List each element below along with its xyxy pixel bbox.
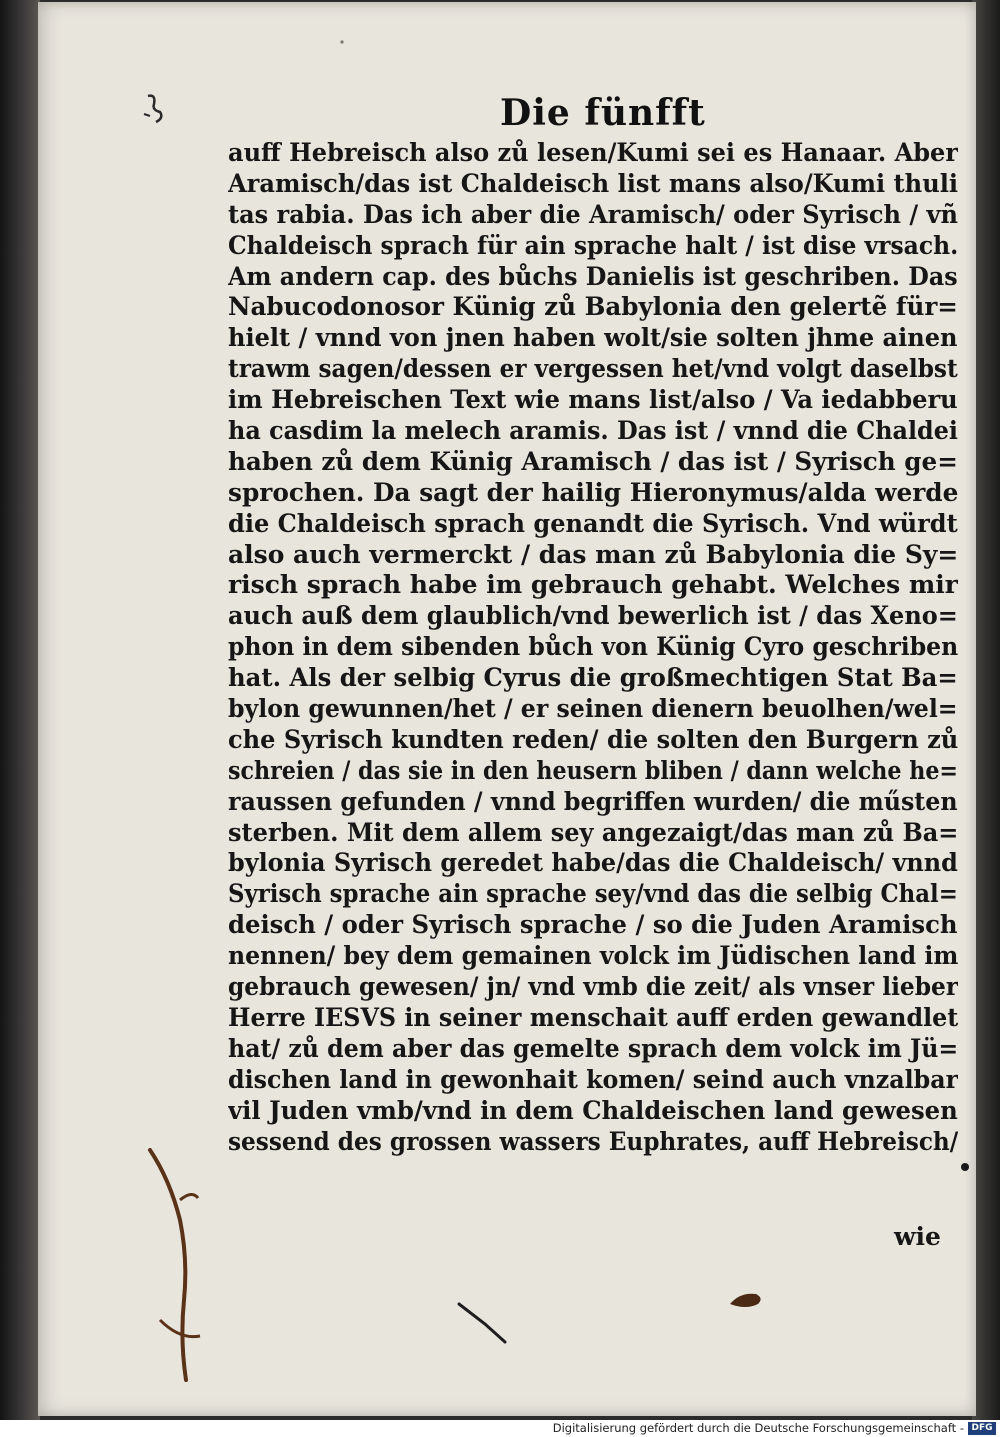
text-line: haben zů dem Künig Aramisch / das ist / Syrisch ge= xyxy=(228,446,958,477)
text-line: deisch / oder Syrisch sprache / so die Juden Aramisch xyxy=(228,910,958,941)
ink-speck xyxy=(338,38,346,46)
text-line: phon in dem sibenden bůch von Künig Cyro geschriben xyxy=(228,632,958,663)
text-line: vil Juden vmb/vnd in dem Chaldeischen land gewesen xyxy=(228,1095,958,1126)
text-line: sprochen. Da sagt der hailig Hieronymus/alda werde xyxy=(228,477,958,508)
text-line: im Hebreischen Text wie mans list/also / Va iedabberu xyxy=(228,385,958,416)
book-spine-shadow xyxy=(0,0,40,1420)
ink-mark-top xyxy=(142,92,172,128)
text-line: Am andern cap. des bůchs Danielis ist geschriben. Das xyxy=(228,261,958,292)
dfg-logo: DFG xyxy=(968,1422,996,1435)
text-line: Herre IESVS in seiner menschait auff erden gewandlet xyxy=(228,1002,958,1033)
page-edge-shadow xyxy=(972,0,1000,1420)
text-line: trawm sagen/dessen er vergessen het/vnd volgt daselbst xyxy=(228,354,958,385)
text-line: also auch vermerckt / das man zů Babylonia die Sy= xyxy=(228,539,958,570)
body-text xyxy=(228,138,958,1157)
text-line: risch sprach habe im gebrauch gehabt. Welches mir xyxy=(228,570,958,601)
catchword: wie xyxy=(894,1222,941,1251)
text-line: Syrisch sprache ain sprache sey/vnd das die selbig Chal= xyxy=(228,879,958,910)
text-line: schreien / das sie in den heusern bliben / dann welche he= xyxy=(228,755,958,786)
page-heading: Die fünfft xyxy=(500,92,706,134)
text-line: die Chaldeisch sprach genandt die Syrisch. Vnd würdt xyxy=(228,508,958,539)
text-line: ha casdim la melech aramis. Das ist / vnnd die Chaldei xyxy=(228,416,958,447)
text-line: sessend des grossen wassers Euphrates, auff Hebreisch/ xyxy=(228,1126,958,1157)
text-line: hat. Als der selbig Cyrus die großmechtigen Stat Ba= xyxy=(228,663,958,694)
text-line: raussen gefunden / vnnd begriffen wurden/ die műsten xyxy=(228,786,958,817)
text-line: Chaldeisch sprach für ain sprache halt / ist dise vrsach. xyxy=(228,230,958,261)
text-line: bylonia Syrisch geredet habe/das die Chaldeisch/ vnnd xyxy=(228,848,958,879)
text-line: auch auß dem glaublich/vnd bewerlich ist / das Xeno= xyxy=(228,601,958,632)
text-line: hielt / vnnd von jnen haben wolt/sie solten jhme ainen xyxy=(228,323,958,354)
text-line: dischen land in gewonhait komen/ seind auch vnzalbar xyxy=(228,1064,958,1095)
text-line: tas rabia. Das ich aber die Aramisch/ oder Syrisch / vñ xyxy=(228,199,958,230)
text-line: che Syrisch kundten reden/ die solten den Burgern zů xyxy=(228,724,958,755)
text-line: Nabucodonosor Künig zů Babylonia den gelertẽ für= xyxy=(228,292,958,323)
text-line: nennen/ bey dem gemainen volck im Jüdischen land im xyxy=(228,941,958,972)
text-line: sterben. Mit dem allem sey angezaigt/das man zů Ba= xyxy=(228,817,958,848)
footer-bar xyxy=(0,1420,1000,1437)
text-line: bylon gewunnen/het / er seinen dienern beuolhen/wel= xyxy=(228,694,958,725)
text-line: Aramisch/das ist Chaldeisch list mans also/Kumi thuli xyxy=(228,168,958,199)
text-line: auff Hebreisch also zů lesen/Kumi sei es Hanaar. Aber xyxy=(228,138,958,168)
text-line: hat/ zů dem aber das gemelte sprach dem volck im Jü= xyxy=(228,1033,958,1064)
text-line: gebrauch gewesen/ jn/ vnd vmb die zeit/ als vnser lieber xyxy=(228,972,958,1003)
footer-credit: Digitalisierung gefördert durch die Deutsche Forschungsgemeinschaft - xyxy=(552,1421,964,1435)
